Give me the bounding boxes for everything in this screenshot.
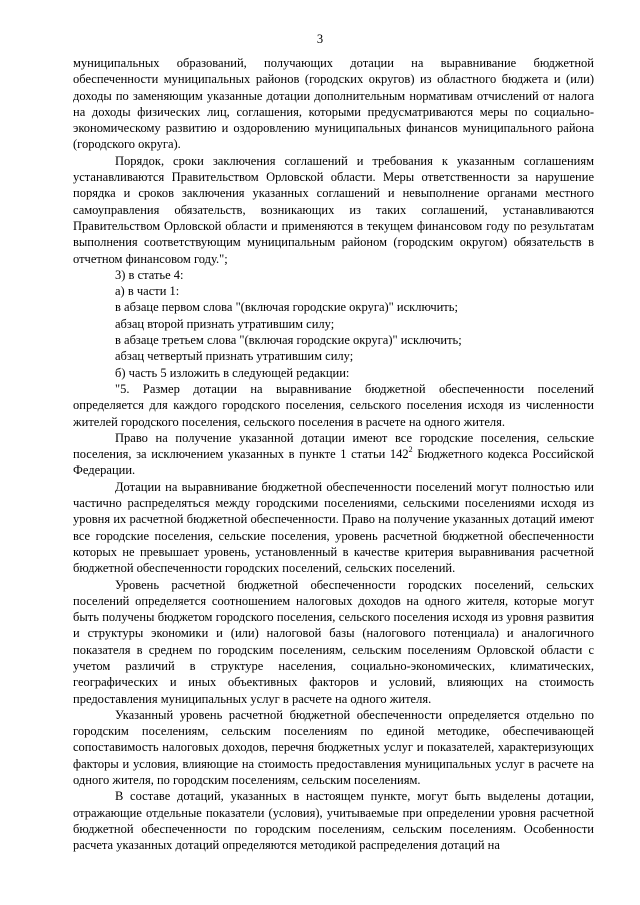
paragraph-part-5: "5. Размер дотации на выравнивание бюджетной обеспеченности поселений определяется для каждого городского поселения, сельского поселения исходя из численности жителей городского поселения, сельского поселения в расчете на одного жителя. [73,381,594,429]
article-superscript: 2 [408,444,413,454]
list-item-part-5: б) часть 5 изложить в следующей редакции: [115,365,350,380]
list-item-para-4: абзац четвертый признать утратившим силу; [115,349,354,364]
document-body [73,55,594,854]
page-number: 3 [316,32,324,46]
paragraph-level: Уровень расчетной бюджетной обеспеченности городских поселений, сельских поселений определяется соотношением налоговых доходов на одного жителя, которые могут быть получены бюджетом городского поселения, сельского поселения исходя из уровня развития и структуры экономики и (или) налоговой базы (налогового потенциала) и аналогичного показателя в среднем по городским поселениям, сельским поселениям Орловской области с учетом различий в структуре населения, социально-экономических, климатических, географических и иных объективных факторов и условий, влияющих на стоимость предоставления муниципальных услуг в расчете на одного жителя. [73,577,594,706]
paragraph-2: Порядок, сроки заключения соглашений и требования к указанным соглашениям устанавливаются Правительством Орловской области. Меры ответственности за нарушение порядка и сроков заключения указанных соглашений и невыполнение органами местного самоуправления обязательств, возникающих из таких соглашений, устанавливаются Правительством Орловской области и применяются в текущем финансовом году по результатам выполнения соответствующим муниципальным районом (городским округом) обязательств в отчетном финансовом году."; [73,153,594,266]
list-item-para-3: в абзаце третьем слова "(включая городские округа)" исключить; [115,333,462,348]
paragraph-distribution: Дотации на выравнивание бюджетной обеспеченности поселений могут полностью или частично распределяться между городскими поселениями, сельскими поселениями исходя из уровня их расчетной бюджетной обеспеченности. Право на получение указанных дотаций имеют все городские поселения, сельские поселения, уровень расчетной бюджетной обеспеченности которых не превышает уровень, установленный в качестве критерия выравнивания расчетной бюджетной обеспеченности городских поселений, сельских поселений. [73,479,594,576]
list-item-para-1: в абзаце первом слова "(включая городские округа)" исключить; [115,300,458,315]
paragraph-eligibility-text: Право на получение указанной дотации имеют все городские поселения, сельские поселения, за исключением указанных в пункте 1 статьи 142 [73,430,594,462]
list-item-part-1: а) в части 1: [115,284,180,299]
list-item-para-2: абзац второй признать утратившим силу; [115,316,335,331]
paragraph-composition: В составе дотаций, указанных в настоящем пункте, могут быть выделены дотации, отражающие отдельные показатели (условия), учитываемые при определении уровня расчетной бюджетной обеспеченности по городским поселениям, сельским поселениям. Особенности расчета указанных дотаций определяются методикой распределения дотаций на [73,789,594,853]
list-item-article-4: 3) в статье 4: [115,267,184,282]
paragraph-method: Указанный уровень расчетной бюджетной обеспеченности определяется отдельно по городским поселениям, сельским поселениям по единой методике, обеспечивающей сопоставимость налоговых доходов, перечня бюджетных услуг и показателей, характеризующих факторы и условия, влияющие на стоимость предоставления муниципальных услуг в расчете на одного жителя, по городским поселениям, сельским поселениям. [73,707,594,788]
paragraph-eligibility-tail: Бюджетного кодекса Российской Федерации. [73,447,595,478]
paragraph-1: муниципальных образований, получающих дотации на выравнивание бюджетной обеспеченности муниципальных районов (городских округов) из областного бюджета и (или) доходы по заменяющим указанные дотации дополнительным нормативам отчислений от налога на доходы физических лиц, соглашения, которыми предусматриваются меры по социально-экономическому развитию и оздоровлению муниципальных финансов муниципального района (городского округа). [73,56,594,152]
paragraph-eligibility [73,430,594,479]
